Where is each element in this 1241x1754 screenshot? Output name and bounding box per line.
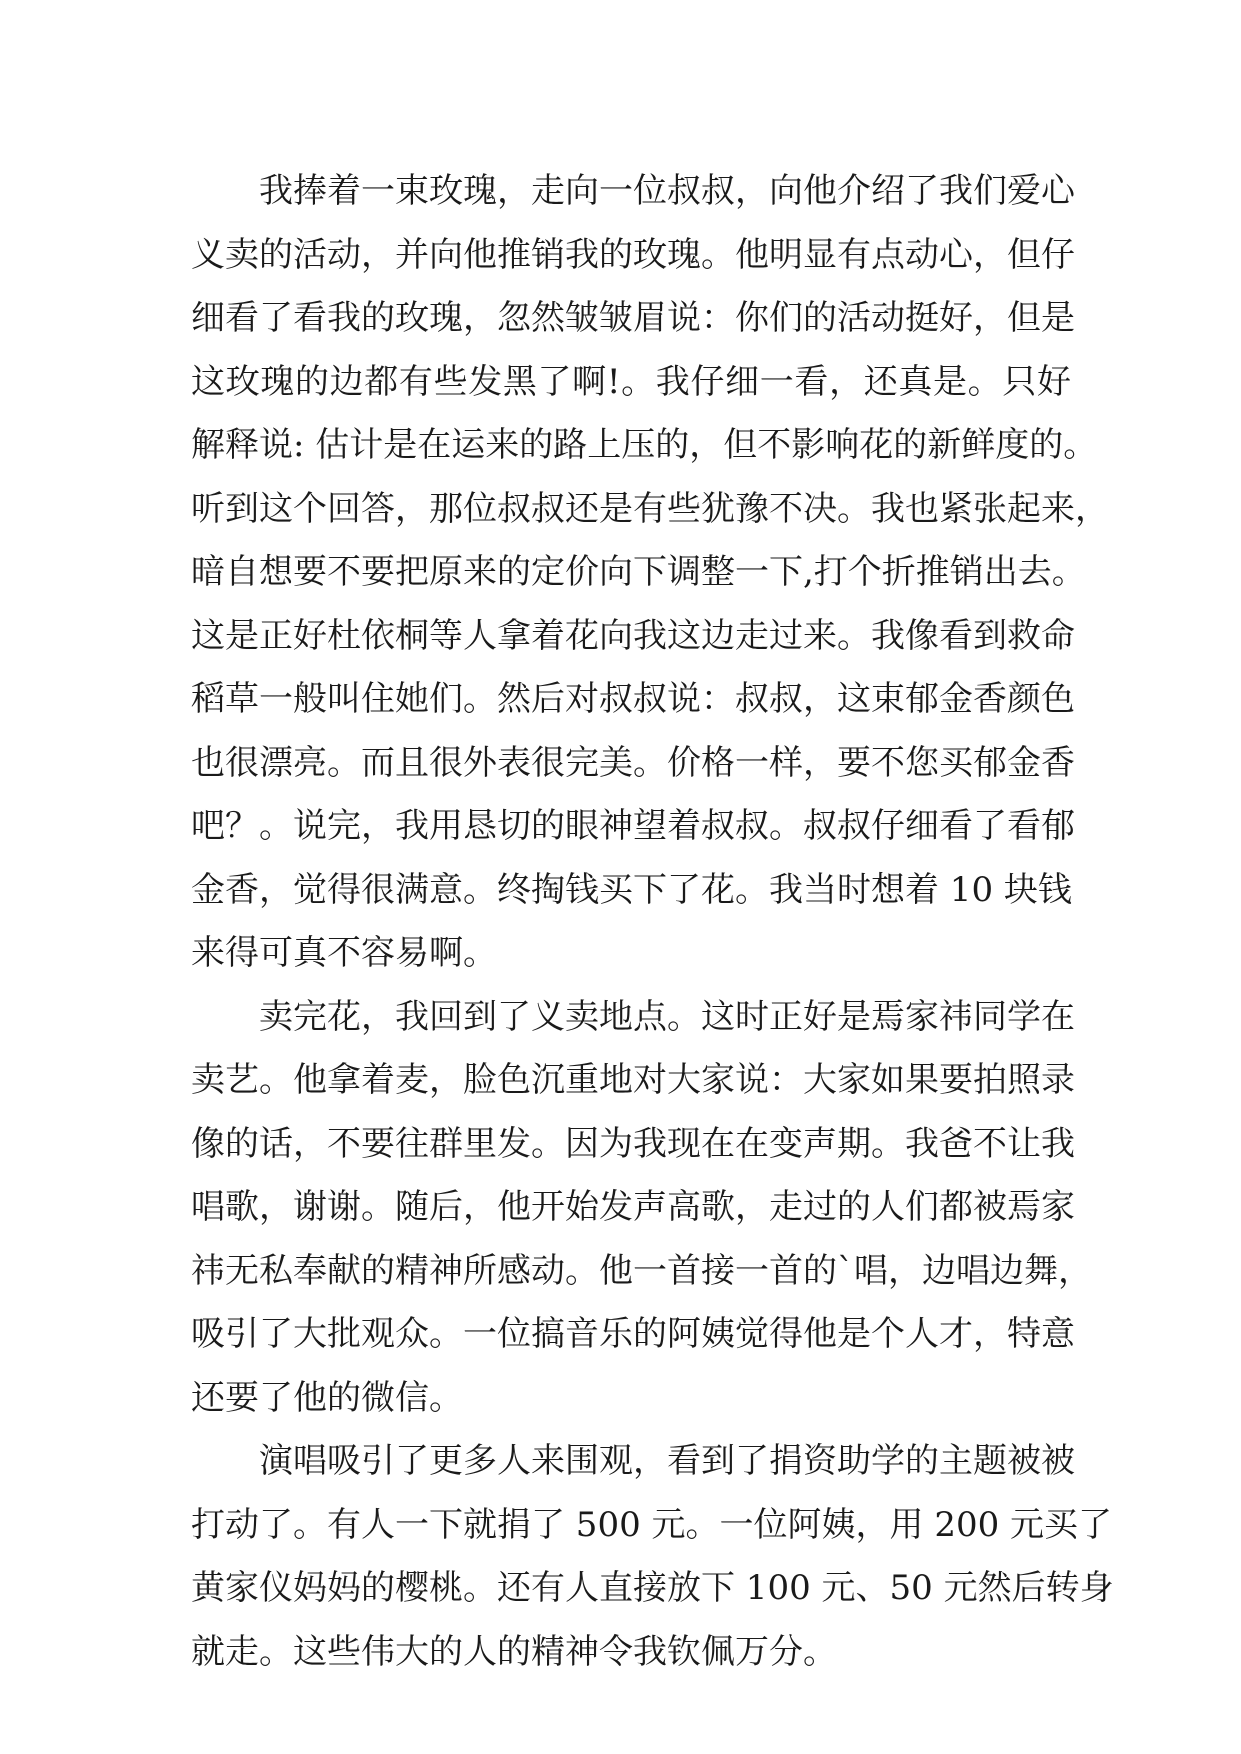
paragraph-line: 来得可真不容易啊。 <box>191 933 497 973</box>
paragraph-line: 细看了看我的玫瑰，忽然皱皱眉说：你们的活动挺好，但是 <box>191 298 1075 338</box>
paragraph <box>191 160 1109 986</box>
paragraph-line: 打动了。有人一下就捐了 500 元。一位阿姨，用 200 元买了 <box>191 1504 1113 1545</box>
paragraph <box>191 986 1092 1431</box>
paragraph-line: 还要了他的微信。 <box>191 1377 463 1418</box>
paragraph-line: 卖完花，我回到了义卖地点。这时正好是焉家祎同学在 <box>259 996 1075 1037</box>
paragraph-line: 听到这个回答，那位叔叔还是有些犹豫不决。我也紧张起来， <box>191 488 1109 529</box>
paragraph-line: 金香，觉得很满意。终掏钱买下了花。我当时想着 10 块钱 <box>191 869 1072 910</box>
paragraph-line: 我捧着一束玫瑰，走向一位叔叔，向他介绍了我们爱心 <box>259 171 1075 211</box>
paragraph-line: 义卖的活动，并向他推销我的玫瑰。他明显有点动心，但仔 <box>191 234 1075 275</box>
body-text <box>191 160 1114 1684</box>
paragraph-line: 黄家仪妈妈的樱桃。还有人直接放下 100 元、50 元然后转身 <box>191 1568 1114 1608</box>
paragraph-line: 就走。这些伟大的人的精神令我钦佩万分。 <box>191 1631 837 1672</box>
paragraph-line: 像的话，不要往群里发。因为我现在在变声期。我爸不让我 <box>191 1123 1075 1164</box>
paragraph-line: 这是正好杜依桐等人拿着花向我这边走过来。我像看到救命 <box>191 615 1075 656</box>
paragraph-line: 唱歌，谢谢。随后，他开始发声高歌，走过的人们都被焉家 <box>191 1187 1075 1227</box>
paragraph-line: 吸引了大批观众。一位搞音乐的阿姨觉得他是个人才，特意 <box>191 1314 1075 1354</box>
paragraph-line: 解释说: 估计是在运来的路上压的，但不影响花的新鲜度的。 <box>191 425 1098 465</box>
paragraph-line: 演唱吸引了更多人来围观，看到了捐资助学的主题被被 <box>259 1441 1075 1481</box>
paragraph-line: 稻草一般叫住她们。然后对叔叔说：叔叔，这束郁金香颜色 <box>191 679 1075 719</box>
paragraph-line: 吧？。说完，我用恳切的眼神望着叔叔。叔叔仔细看了看郁 <box>191 806 1075 846</box>
paragraph <box>191 1430 1114 1684</box>
paragraph-line: 祎无私奉献的精神所感动。他一首接一首的`唱，边唱边舞， <box>191 1250 1092 1291</box>
paragraph-line: 卖艺。他拿着麦，脸色沉重地对大家说：大家如果要拍照录 <box>191 1060 1075 1100</box>
paragraph-line: 这玫瑰的边都有些发黑了啊!。我仔细一看，还真是。只好 <box>191 361 1071 402</box>
paragraph-line: 也很漂亮。而且很外表很完美。价格一样，要不您买郁金香 <box>191 742 1075 783</box>
paragraph-line: 暗自想要不要把原来的定价向下调整一下,打个折推销出去。 <box>191 552 1086 592</box>
